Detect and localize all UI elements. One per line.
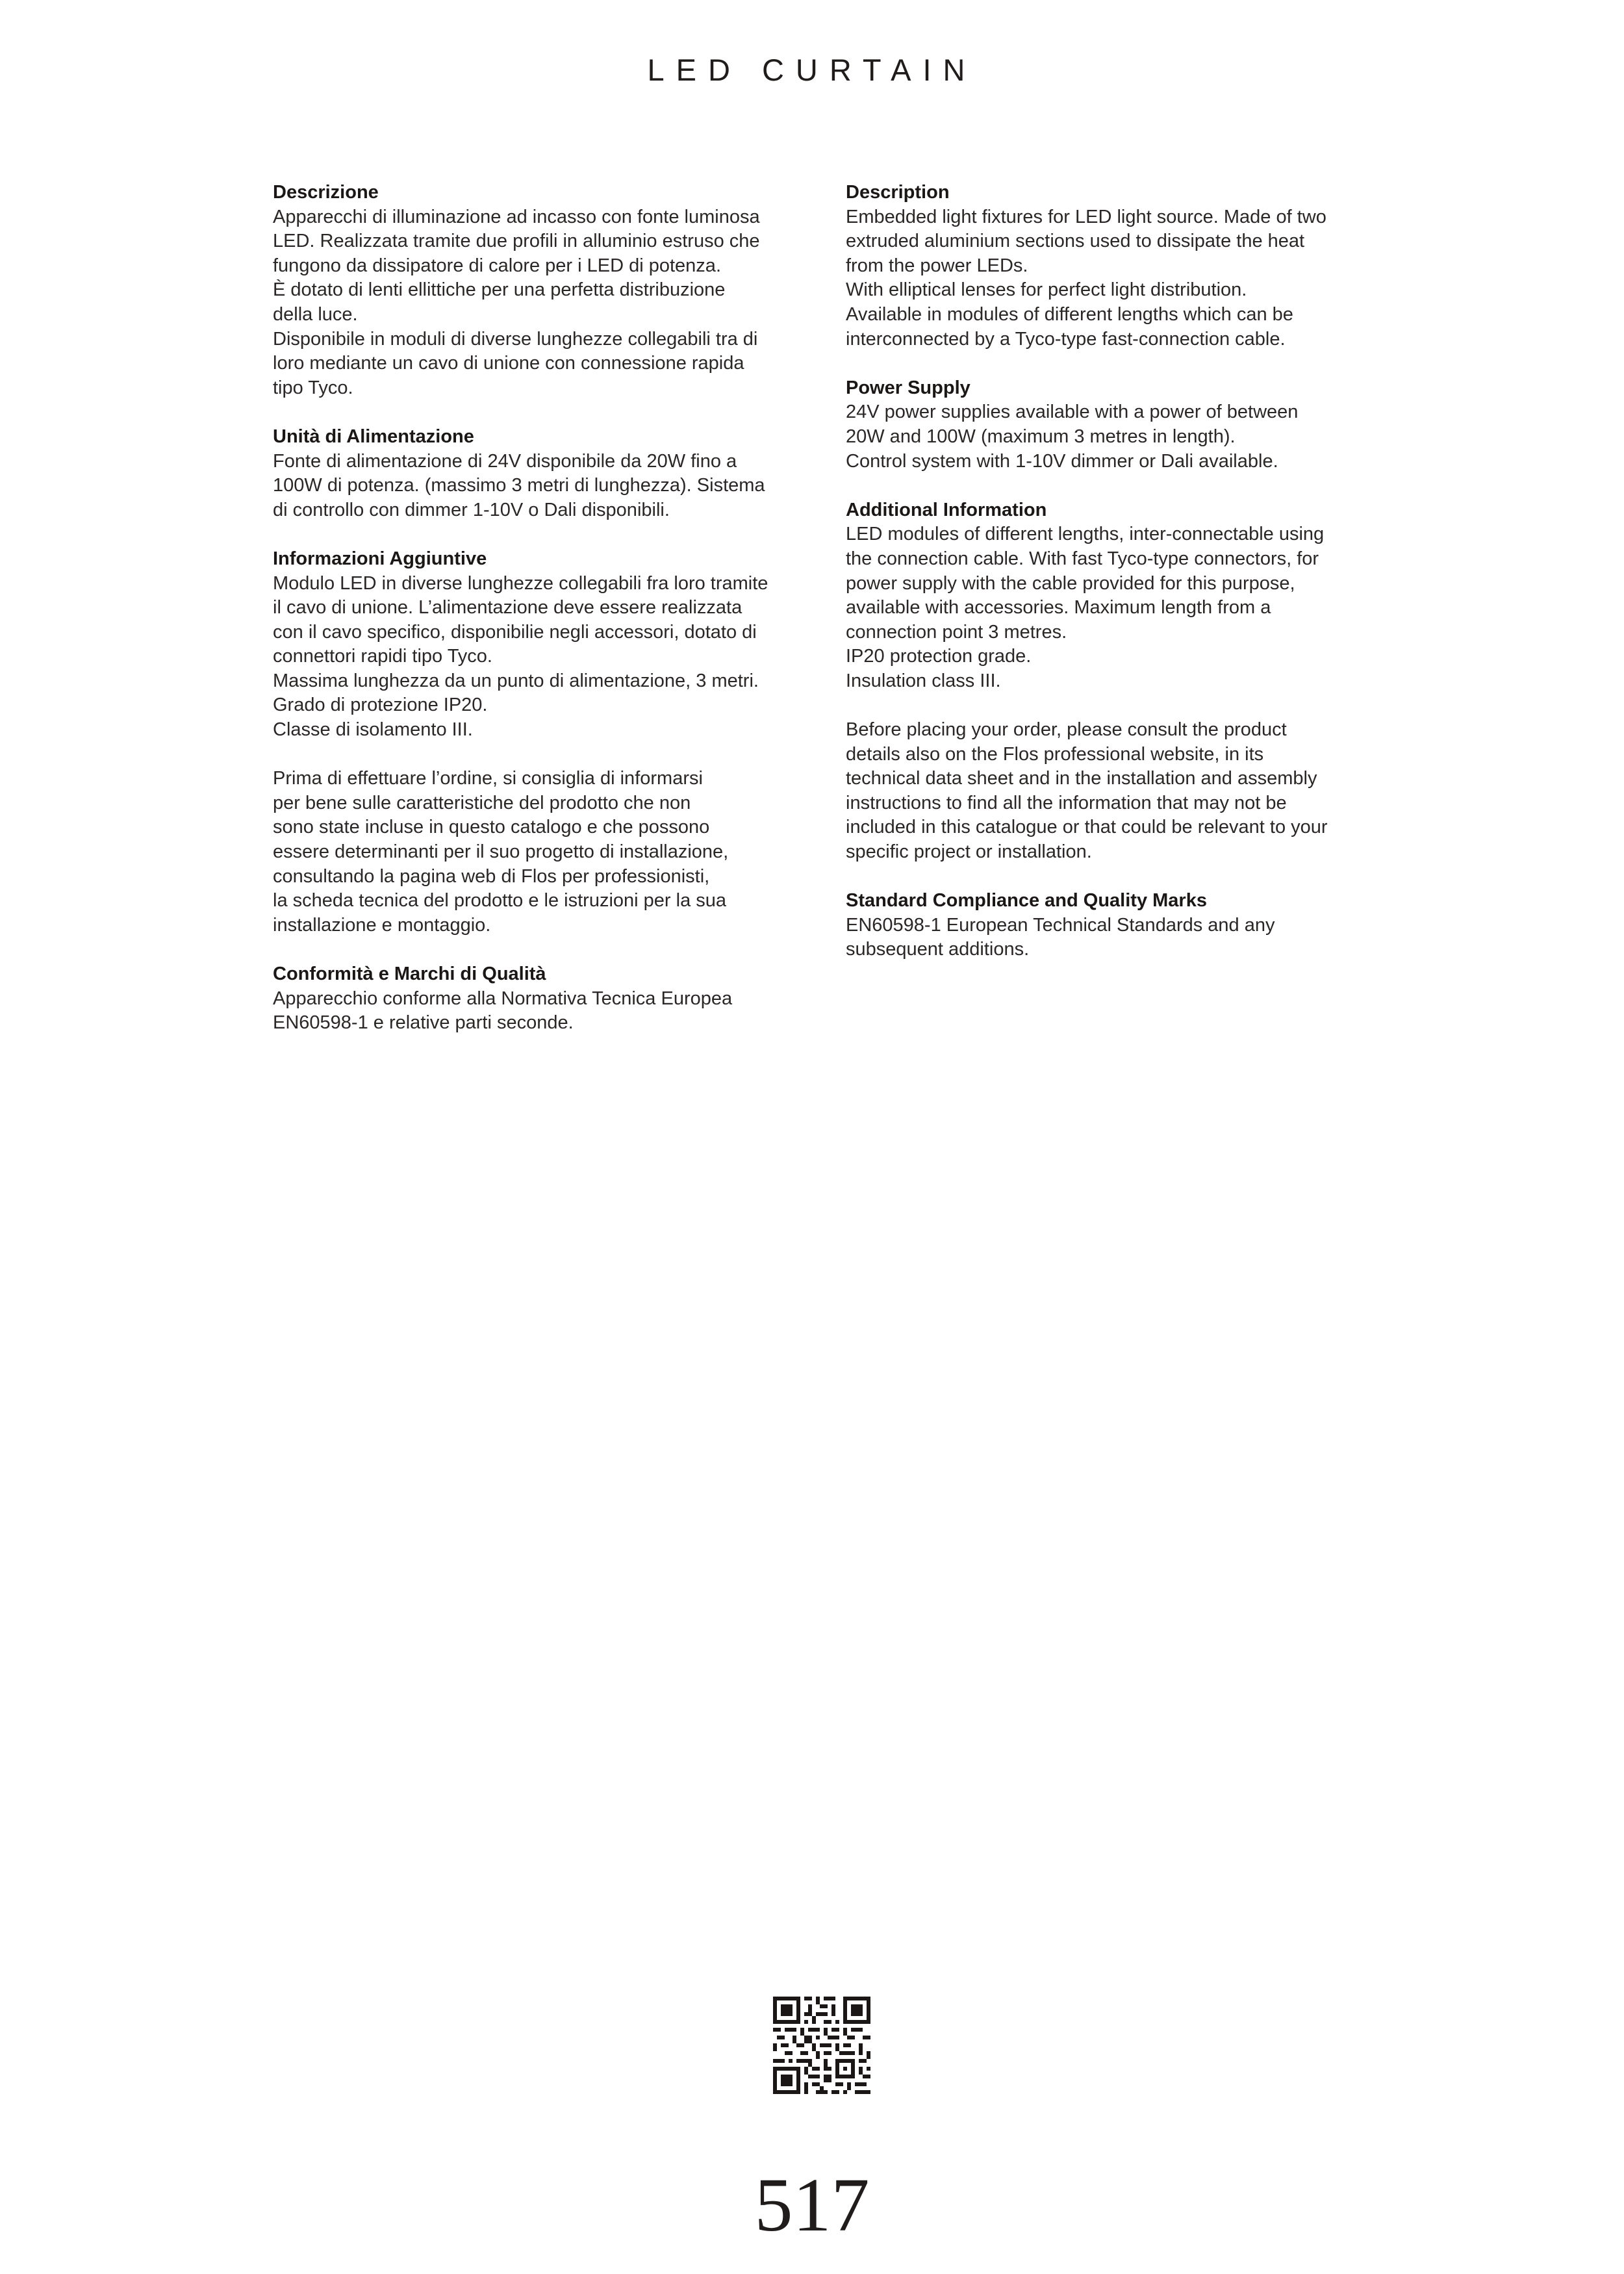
text-line: LED. Realizzata tramite due profili in alluminio estruso che (273, 231, 760, 252)
text-line: Prima di effettuare l’ordine, si consiglia di informarsi (273, 768, 703, 789)
text-line: sono state incluse in questo catalogo e che possono (273, 817, 710, 838)
text-line: 100W di potenza. (massimo 3 metri di lunghezza). Sistema (273, 475, 765, 496)
text-line: instructions to find all the information that may not be (846, 792, 1287, 813)
text-line: 20W and 100W (maximum 3 metres in length). (846, 426, 1236, 447)
text-line: fungono da dissipatore di calore per i LED di potenza. (273, 255, 721, 276)
text-line: installazione e montaggio. (273, 914, 491, 936)
text-line: con il cavo specifico, disponibilie negli accessori, dotato di (273, 621, 757, 643)
text-line: connection point 3 metres. (846, 621, 1067, 643)
text-line: included in this catalogue or that could be relevant to your (846, 817, 1328, 838)
text-line: details also on the Flos professional website, in its (846, 743, 1264, 765)
section-heading: Power Supply (846, 377, 971, 398)
text-line: per bene sulle caratteristiche del prodotto che non (273, 792, 691, 813)
text-line: connettori rapidi tipo Tyco. (273, 646, 492, 667)
text-line: EN60598-1 European Technical Standards and any (846, 914, 1275, 936)
text-line: consultando la pagina web di Flos per professionisti, (273, 865, 710, 887)
section-heading: Descrizione (273, 182, 379, 203)
section-heading: Informazioni Aggiuntive (273, 548, 487, 569)
text-line: Modulo LED in diverse lunghezze collegabili fra loro tramite (273, 572, 768, 594)
section-additional-information (846, 498, 1385, 694)
page-title: LED CURTAIN (647, 53, 977, 87)
text-line: Apparecchio conforme alla Normativa Tecnica Europea (273, 988, 733, 1009)
text-line: È dotato di lenti ellittiche per una perfetta distribuzione (273, 279, 726, 301)
section-power-supply (846, 376, 1385, 474)
text-line: Massima lunghezza da un punto di alimentazione, 3 metri. (273, 670, 759, 691)
section-ordering-note (846, 718, 1385, 865)
text-line: extruded aluminium sections used to dissipate the heat (846, 231, 1305, 252)
text-line: available with accessories. Maximum length from a (846, 597, 1271, 619)
section-descrizione (273, 181, 812, 400)
text-line: Before placing your order, please consult the product (846, 719, 1287, 741)
text-line: specific project or installation. (846, 841, 1092, 863)
text-line: di controllo con dimmer 1-10V o Dali disponibili. (273, 499, 670, 520)
section-description (846, 181, 1385, 351)
text-line: Apparecchi di illuminazione ad incasso con fonte luminosa (273, 206, 760, 227)
text-line: Classe di isolamento III. (273, 719, 473, 741)
text-line: il cavo di unione. L’alimentazione deve essere realizzata (273, 597, 742, 619)
text-line: subsequent additions. (846, 939, 1030, 960)
text-line: IP20 protection grade. (846, 646, 1032, 667)
text-line: Embedded light fixtures for LED light source. Made of two (846, 206, 1326, 227)
section-heading: Conformità e Marchi di Qualità (273, 964, 546, 984)
section-heading: Unità di Alimentazione (273, 426, 474, 447)
text-line: interconnected by a Tyco-type fast-connection cable. (846, 328, 1286, 350)
text-line: tipo Tyco. (273, 377, 353, 398)
text-line: the connection cable. With fast Tyco-type connectors, for (846, 548, 1319, 569)
section-ordering-note (273, 767, 812, 938)
section-standard-compliance (846, 889, 1385, 962)
section-informazioni-aggiuntive (273, 547, 812, 743)
text-line: la scheda tecnica del prodotto e le istruzioni per la sua (273, 890, 727, 912)
text-line: Grado di protezione IP20. (273, 695, 488, 716)
page-number: 517 (754, 2162, 870, 2247)
text-line: Available in modules of different lengths which can be (846, 303, 1293, 325)
section-heading: Additional Information (846, 499, 1047, 520)
section-heading: Description (846, 182, 950, 203)
text-line: essere determinanti per il suo progetto di installazione, (273, 841, 729, 863)
text-line: Control system with 1-10V dimmer or Dali available. (846, 450, 1278, 472)
text-line: 24V power supplies available with a power of between (846, 402, 1299, 423)
text-line: EN60598-1 e relative parti seconde. (273, 1012, 574, 1034)
qr-code-icon[interactable] (773, 1997, 870, 2094)
italian-column (273, 181, 812, 1060)
section-unita-alimentazione (273, 425, 812, 522)
section-heading: Standard Compliance and Quality Marks (846, 890, 1207, 912)
text-line: loro mediante un cavo di unione con connessione rapida (273, 353, 744, 374)
text-line: della luce. (273, 303, 358, 325)
text-line: from the power LEDs. (846, 255, 1028, 276)
text-line: Disponibile in moduli di diverse lunghezze collegabili tra di (273, 328, 758, 350)
text-line: Fonte di alimentazione di 24V disponibile da 20W fino a (273, 450, 737, 472)
text-line: LED modules of different lengths, inter-connectable using (846, 524, 1325, 545)
section-conformita (273, 962, 812, 1036)
text-line: With elliptical lenses for perfect light distribution. (846, 279, 1247, 301)
text-line: Insulation class III. (846, 670, 1001, 691)
english-column (846, 181, 1385, 987)
text-line: power supply with the cable provided for this purpose, (846, 572, 1295, 594)
text-line: technical data sheet and in the installation and assembly (846, 768, 1317, 789)
